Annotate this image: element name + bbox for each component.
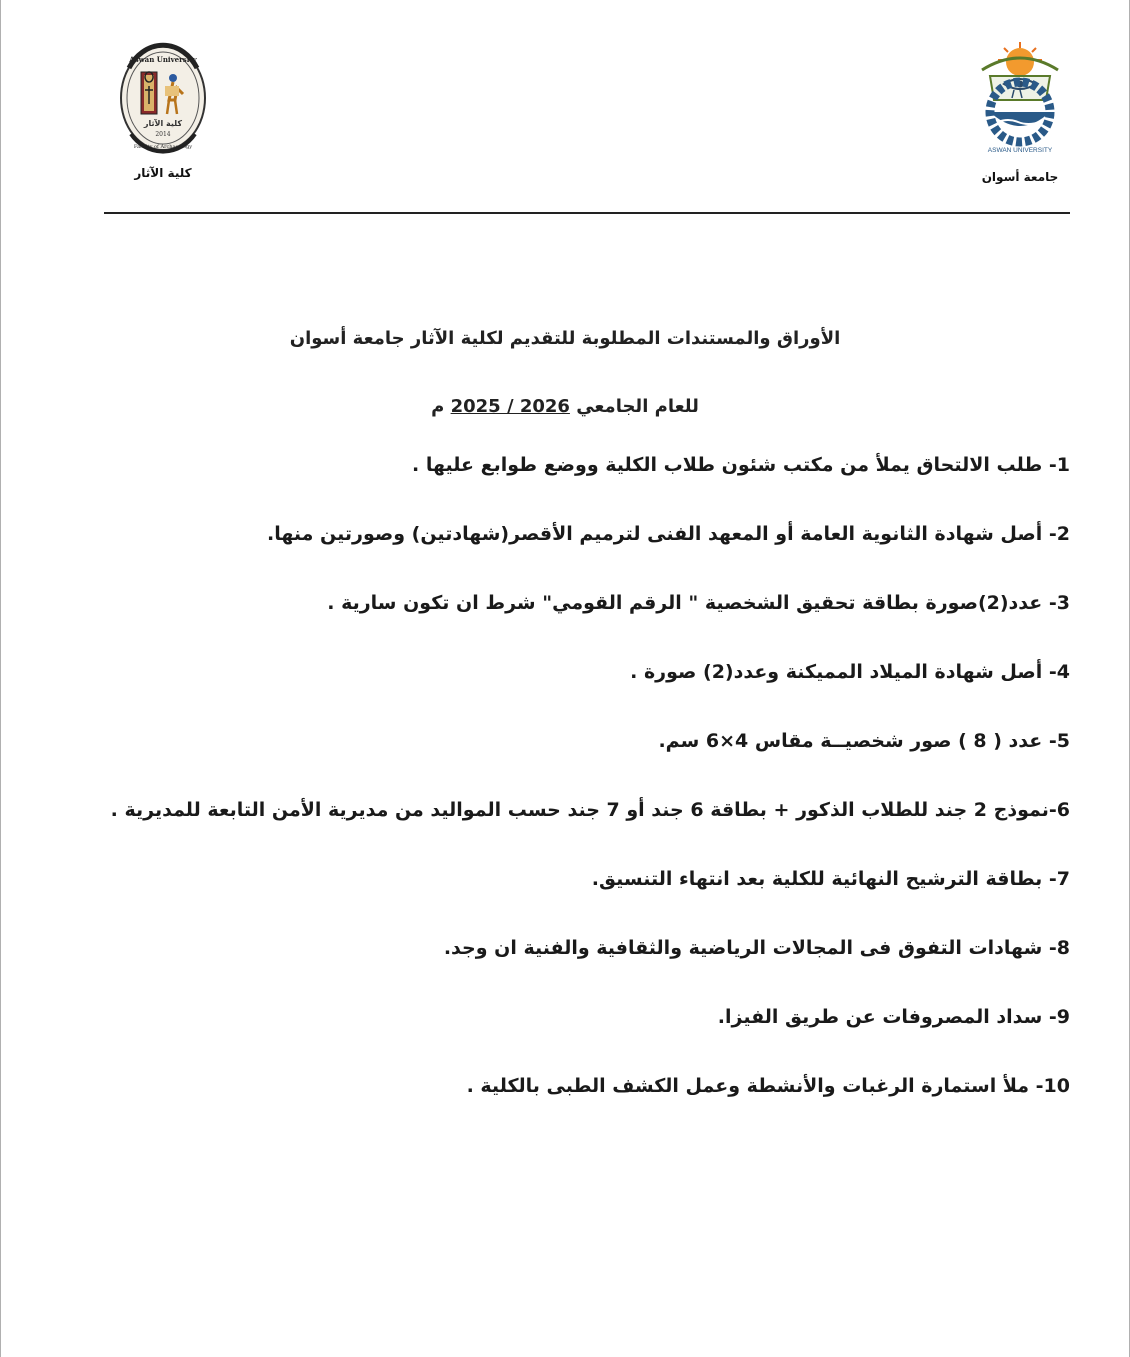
academic-year-suffix: م bbox=[431, 396, 451, 417]
list-item: 8- شهادات التفوق فى المجالات الرياضية والثقافية والفنية ان وجد. bbox=[443, 937, 1070, 959]
list-item: 4- أصل شهادة الميلاد المميكنة وعدد(2) صورة . bbox=[630, 661, 1070, 683]
academic-year-value: 2025 / 2026 bbox=[450, 396, 570, 417]
faculty-caption: كلية الآثار bbox=[134, 166, 192, 180]
document-header bbox=[0, 0, 1130, 230]
header-divider bbox=[104, 212, 1070, 214]
list-item: 1- طلب الالتحاق يملأ من مكتب شئون طلاب الكلية ووضع طوابع عليها . bbox=[412, 454, 1070, 476]
list-item: 7- بطاقة الترشيح النهائية للكلية بعد انتهاء التنسيق. bbox=[591, 868, 1070, 890]
logo-year: 2014 bbox=[155, 131, 171, 138]
academic-year-prefix: للعام الجامعي bbox=[569, 396, 699, 417]
aswan-university-logo bbox=[968, 40, 1072, 164]
university-caption: جامعة أسوان bbox=[981, 170, 1059, 184]
list-item: 10- ملأ استمارة الرغبات والأنشطة وعمل الكشف الطبى بالكلية . bbox=[466, 1075, 1070, 1097]
requirements-list bbox=[104, 448, 1070, 1103]
list-item: 5- عدد ( 8 ) صور شخصيــة مقاس 4×6 سم. bbox=[658, 730, 1070, 752]
logo-top-text: Aswan University bbox=[129, 55, 197, 64]
academic-year-line bbox=[0, 396, 1130, 417]
list-item: 3- عدد(2)صورة بطاقة تحقيق الشخصية " الرقم القومي" شرط ان تكون سارية . bbox=[327, 592, 1070, 614]
aswan-university-logo-block bbox=[965, 40, 1075, 184]
logo-arabic-text: كلية الآثار bbox=[143, 119, 183, 128]
faculty-of-archaeology-logo bbox=[113, 42, 213, 160]
faculty-of-archaeology-logo-block bbox=[108, 42, 218, 180]
document-title: الأوراق والمستندات المطلوبة للتقديم لكلية الآثار جامعة أسوان bbox=[289, 328, 841, 349]
list-item: 9- سداد المصروفات عن طريق الفيزا. bbox=[717, 1006, 1070, 1028]
list-item: 2- أصل شهادة الثانوية العامة أو المعهد الفنى لترميم الأقصر(شهادتين) وصورتين منها. bbox=[267, 523, 1070, 545]
list-item: 6-نموذج 2 جند للطلاب الذكور + بطاقة 6 جند أو 7 جند حسب المواليد من مديرية الأمن التابعة للمديرية . bbox=[110, 799, 1070, 821]
logo-bottom-text: Faculty of Archaeology bbox=[133, 144, 193, 150]
logo-english-text: ASWAN UNIVERSITY bbox=[987, 147, 1053, 154]
